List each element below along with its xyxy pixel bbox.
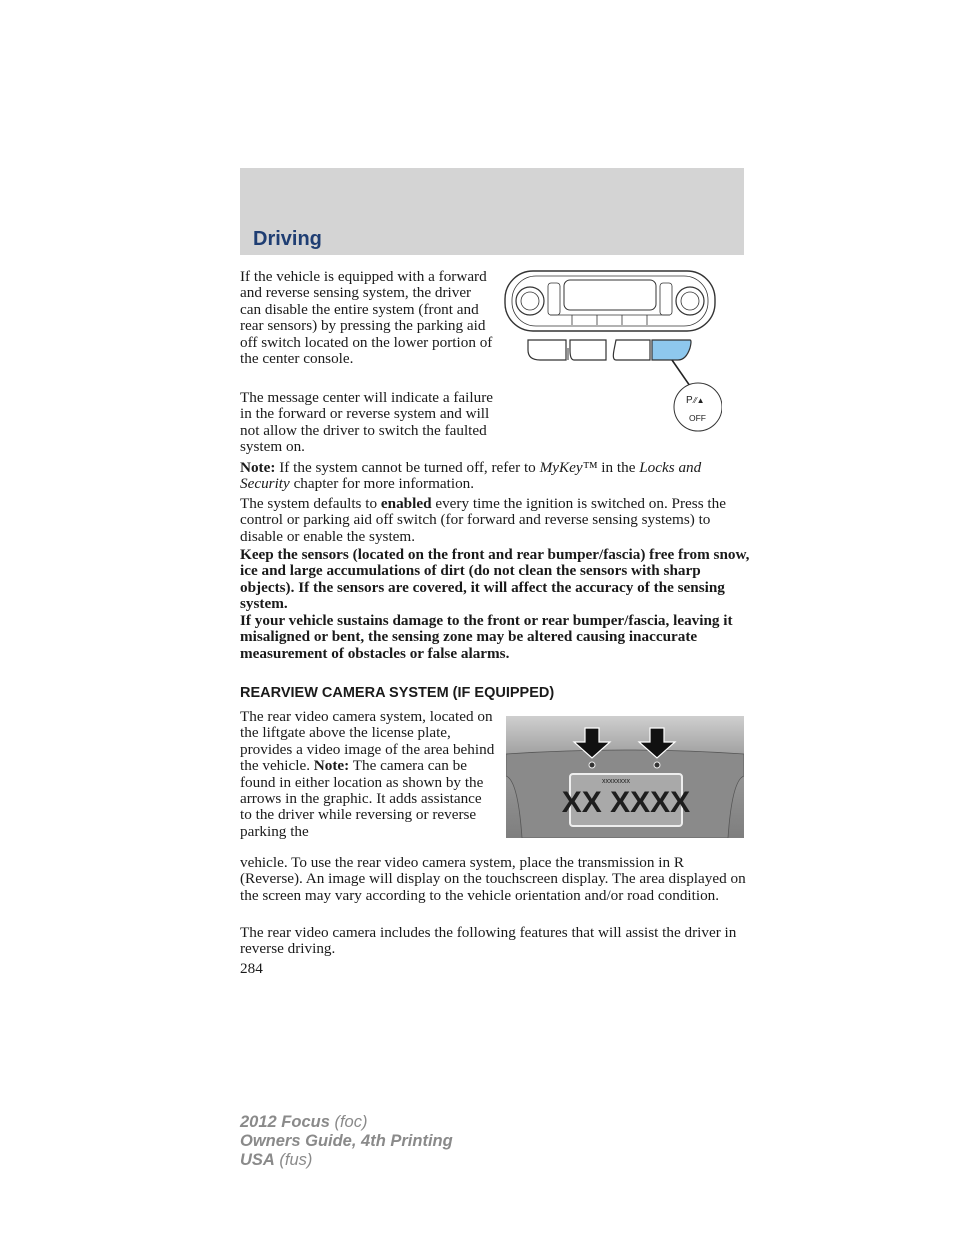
page-number: 284 — [240, 960, 263, 977]
warning-sensors-damage: If your vehicle sustains damage to the front or rear bumper/fascia, leaving it misaligned or bent, the sensing zone may be altered causing inaccurate measurement of obstacles or false alarms. — [240, 612, 733, 662]
camera-usage-paragraph: vehicle. To use the rear video camera system, place the transmission in R (Reverse). An image will display on the touchscreen display. The area displayed on the screen may vary according to the vehicle orientation and/or road condition. — [240, 854, 746, 904]
section-header — [240, 168, 744, 255]
liftgate-illustration — [506, 716, 744, 838]
footer: 2012 Focus (foc) Owners Guide, 4th Printing USA (fus) — [240, 1113, 453, 1169]
parking-aid-switch — [652, 340, 691, 360]
plate-large-text: XX XXXX — [561, 786, 691, 819]
console-illustration — [500, 268, 722, 434]
message-center-paragraph: The message center will indicate a failure in the forward or reverse system and will not allow the driver to switch the faulted system on. — [240, 389, 494, 456]
note-mykey: Note: If the system cannot be turned off, refer to MyKey™ in the Locks and Security chapter for more information. — [240, 459, 702, 493]
warning-sensors-clean: Keep the sensors (located on the front and rear bumper/fascia) free from snow, ice and large accumulations of dirt (do not clean the sensors with sharp objects). If the sensors are covered, it will affect the accuracy of the sensing system. — [240, 546, 750, 613]
section-title: Driving — [253, 228, 322, 250]
defaults-paragraph: The system defaults to enabled every time the ignition is switched on. Press the control or parking aid off switch (for forward and reverse sensing systems) to disable or enable the system. — [240, 495, 726, 545]
plate-small-text: xxxxxxxx — [602, 778, 630, 785]
off-label: OFF — [689, 413, 706, 423]
camera-location-right — [654, 762, 660, 768]
intro-paragraph: If the vehicle is equipped with a forward and reverse sensing system, the driver can disable the entire system (front and rear sensors) by pressing the parking aid off switch located on the lower portion of the center console. — [240, 268, 493, 368]
parking-aid-icon: P — [686, 395, 693, 406]
camera-features-paragraph: The rear video camera includes the following features that will assist the driver in reverse driving. — [240, 924, 737, 958]
camera-location-left — [589, 762, 595, 768]
section-heading: REARVIEW CAMERA SYSTEM (IF EQUIPPED) — [240, 685, 555, 701]
svg-text:⁄⁄▲: ⁄⁄▲ — [694, 396, 705, 405]
camera-intro-paragraph: The rear video camera system, located on the liftgate above the license plate, provides a video image of the area behind the vehicle. Note: The camera can be found in either location as shown by the arrows in the graphic. It adds assistance to the driver while reversing or reverse parking the — [240, 708, 495, 840]
